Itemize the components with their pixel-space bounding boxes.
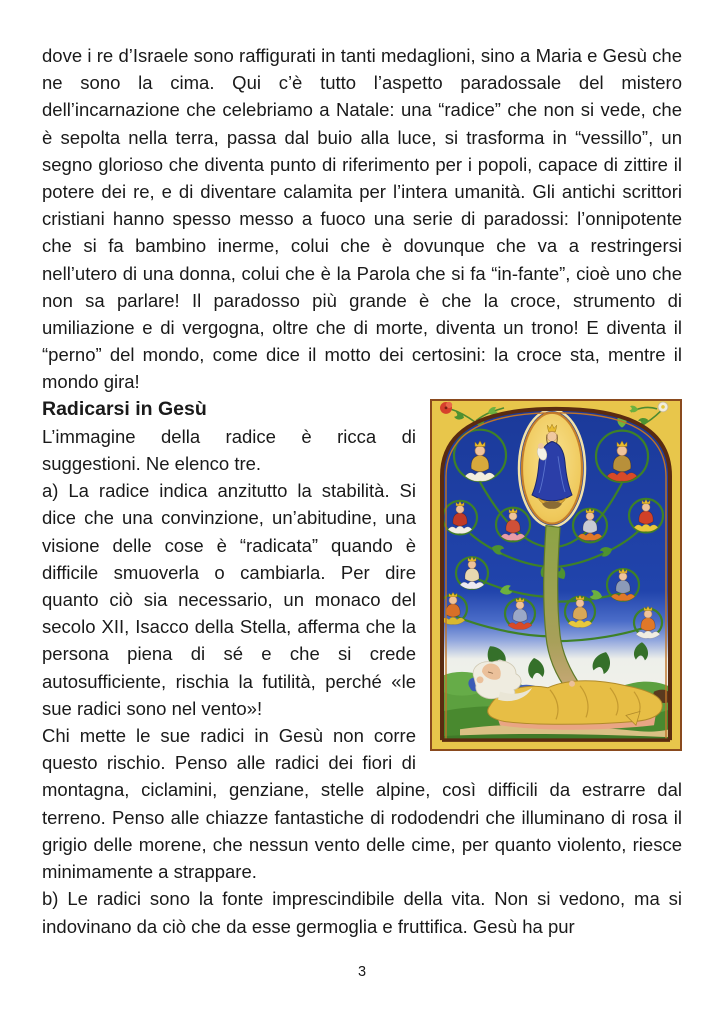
- madonna-and-child: [519, 410, 585, 527]
- tree-of-jesse-illustration: [430, 399, 682, 751]
- paragraph-a: a) La radice indica anzitutto la stabilità. Si dice che una convinzione, un’abitudine, una visione delle cose è “radicata” quando è difficile smuoverla o cambiarla. Per dire quanto ciò sia necessario, un monaco del secolo XII, Isacco della Stella, afferma che la persona piena di sé e che si crede autosufficiente, rischia la futilità, perché «le sue radici sono nel vento»!: [42, 480, 416, 719]
- page-number: 3: [357, 964, 367, 980]
- page-content: [42, 42, 682, 940]
- section-heading: Radicarsi in Gesù: [42, 397, 207, 420]
- paragraph-roots: Chi mette le sue radici in Gesù non corre questo rischio. Penso alle radici dei fiori di montagna, ciclamini, genziane, stelle alpine, così difficili da estrarre dal terreno. Penso alle chiazze fantastiche di rododendri che illuminano di rosa il grigio delle morene, che nessun vento delle cime, per quanto violento, riesce minimamente a strappare.: [42, 725, 682, 883]
- section-radicarsi: [42, 396, 682, 940]
- lead-paragraph: L’immagine della radice è ricca di suggestioni. Ne elenco tre.: [42, 425, 416, 475]
- intro-paragraph: dove i re d’Israele sono raffigurati in tanti medaglioni, sino a Maria e Gesù che ne sono la cima. Qui c’è tutto l’aspetto paradossale del mistero dell’incarnazione che celebriamo a Natale: una “radice” che non si vede, che è sepolta nella terra, passa dal buio alla luce, si trasforma in “vessillo”, un segno glorioso che diventa punto di riferimento per i popoli, capace di zittire il potere dei re, e di diventare calamita per l’intera umanità. Gli antichi scrittori cristiani hanno spesso messo a fuoco una serie di paradossi: l’onnipotente che si fa bambino inerme, colui che è dovunque che va a restringersi nell’utero di una donna, colui che è la Parola che si fa “in-fante”, cioè uno che non sa parlare! Il paradosso più grande è che la croce, strumento di umiliazione e di vergogna, oltre che di morte, diventa un trono! E diventa il “perno” del mondo, come dice il motto dei certosini: la croce sta, mentre il mondo gira!: [42, 45, 682, 393]
- paragraph-b: b) Le radici sono la fonte imprescindibile della vita. Non si vedono, ma si indovinano da ciò che da esse germoglia e fruttifica. Gesù ha pur: [42, 888, 682, 937]
